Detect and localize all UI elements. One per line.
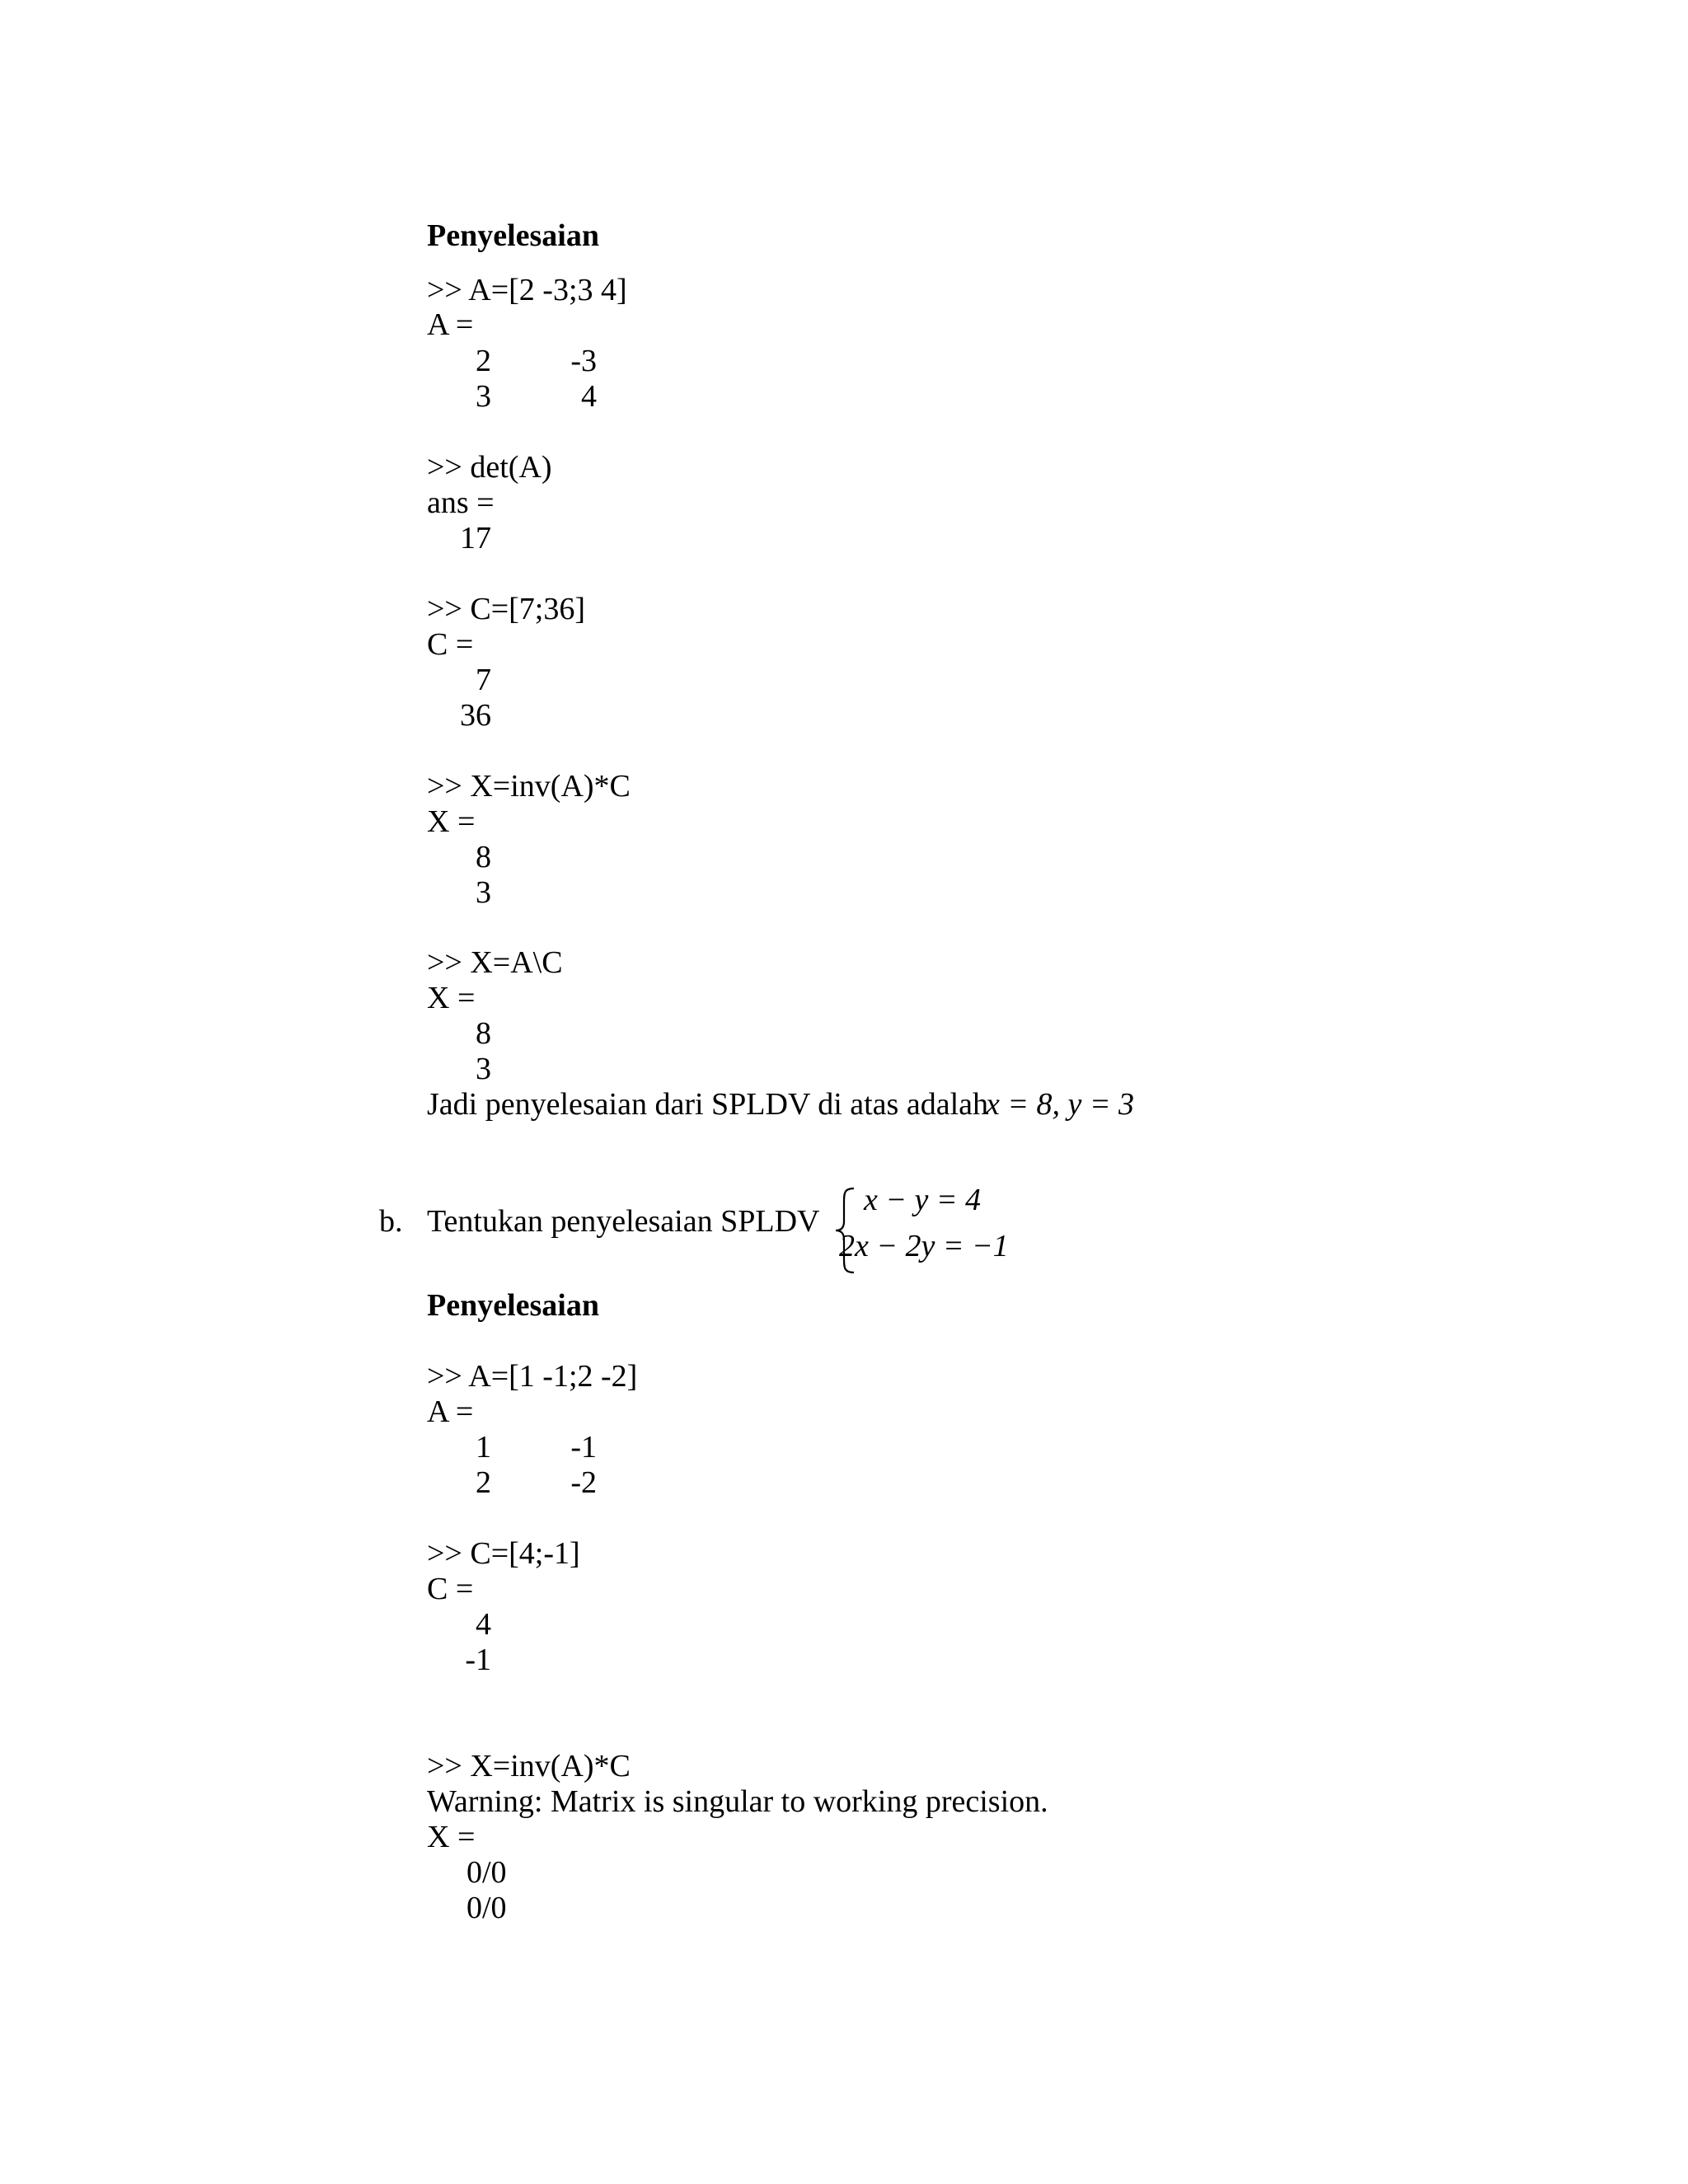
matrix-A-label-b: A =	[427, 1394, 474, 1429]
solution-heading-a: Penyelesaian	[427, 218, 599, 253]
matrix-C-value-0: 7	[476, 663, 491, 697]
result-X-b-value-0: 0/0	[467, 1855, 507, 1890]
matrix-C-b-value-0: 4	[476, 1607, 491, 1642]
conclusion-text: Jadi penyelesaian dari SPLDV di atas adalah	[427, 1087, 988, 1122]
command-backslash: >> X=A\C	[427, 945, 563, 980]
command-inv-b: >> X=inv(A)*C	[427, 1749, 631, 1783]
conclusion-math: x = 8, y = 3	[986, 1087, 1135, 1122]
command-define-C: >> C=[7;36]	[427, 592, 586, 626]
result-X2-value-0: 8	[476, 1016, 491, 1051]
matrix-A-b-cell-1-0: 2	[476, 1465, 491, 1500]
command-define-C-b: >> C=[4;-1]	[427, 1536, 580, 1571]
matrix-C-label: C =	[427, 627, 474, 662]
question-text-b: Tentukan penyelesaian SPLDV	[427, 1204, 820, 1239]
solution-heading-b: Penyelesaian	[427, 1288, 599, 1323]
matrix-A-b-cell-0-0: 1	[476, 1430, 491, 1465]
command-define-A: >> A=[2 -3;3 4]	[427, 273, 627, 307]
equation-1: x − y = 4	[864, 1183, 982, 1217]
matrix-A-cell-1-0: 3	[476, 379, 491, 414]
matrix-A-cell-0-0: 2	[476, 344, 491, 378]
matrix-A-b-cell-0-1: -1	[570, 1430, 597, 1465]
result-X1-label: X =	[427, 804, 476, 839]
equation-2: 2x − 2y = −1	[839, 1229, 1009, 1263]
equation-system	[832, 1185, 1030, 1292]
result-X1-value-1: 3	[476, 875, 491, 910]
matrix-A-cell-1-1: 4	[581, 379, 597, 414]
result-X1-value-0: 8	[476, 840, 491, 874]
matrix-A-b-cell-1-1: -2	[570, 1465, 597, 1500]
matrix-C-label-b: C =	[427, 1572, 474, 1606]
command-define-A-b: >> A=[1 -1;2 -2]	[427, 1359, 638, 1394]
result-X2-value-1: 3	[476, 1052, 491, 1086]
matrix-C-b-value-1: -1	[465, 1643, 491, 1677]
result-X-b-value-1: 0/0	[467, 1891, 507, 1925]
command-inv: >> X=inv(A)*C	[427, 769, 631, 804]
warning-message: Warning: Matrix is singular to working precision.	[427, 1784, 1048, 1819]
matrix-A-label: A =	[427, 307, 474, 342]
ans-value: 17	[460, 521, 491, 555]
result-X2-label: X =	[427, 981, 476, 1015]
matrix-A-cell-0-1: -3	[570, 344, 597, 378]
command-det: >> det(A)	[427, 450, 552, 485]
result-X-label-b: X =	[427, 1820, 476, 1854]
question-marker-b: b.	[379, 1204, 403, 1239]
matrix-C-value-1: 36	[460, 698, 491, 733]
ans-label: ans =	[427, 485, 495, 520]
